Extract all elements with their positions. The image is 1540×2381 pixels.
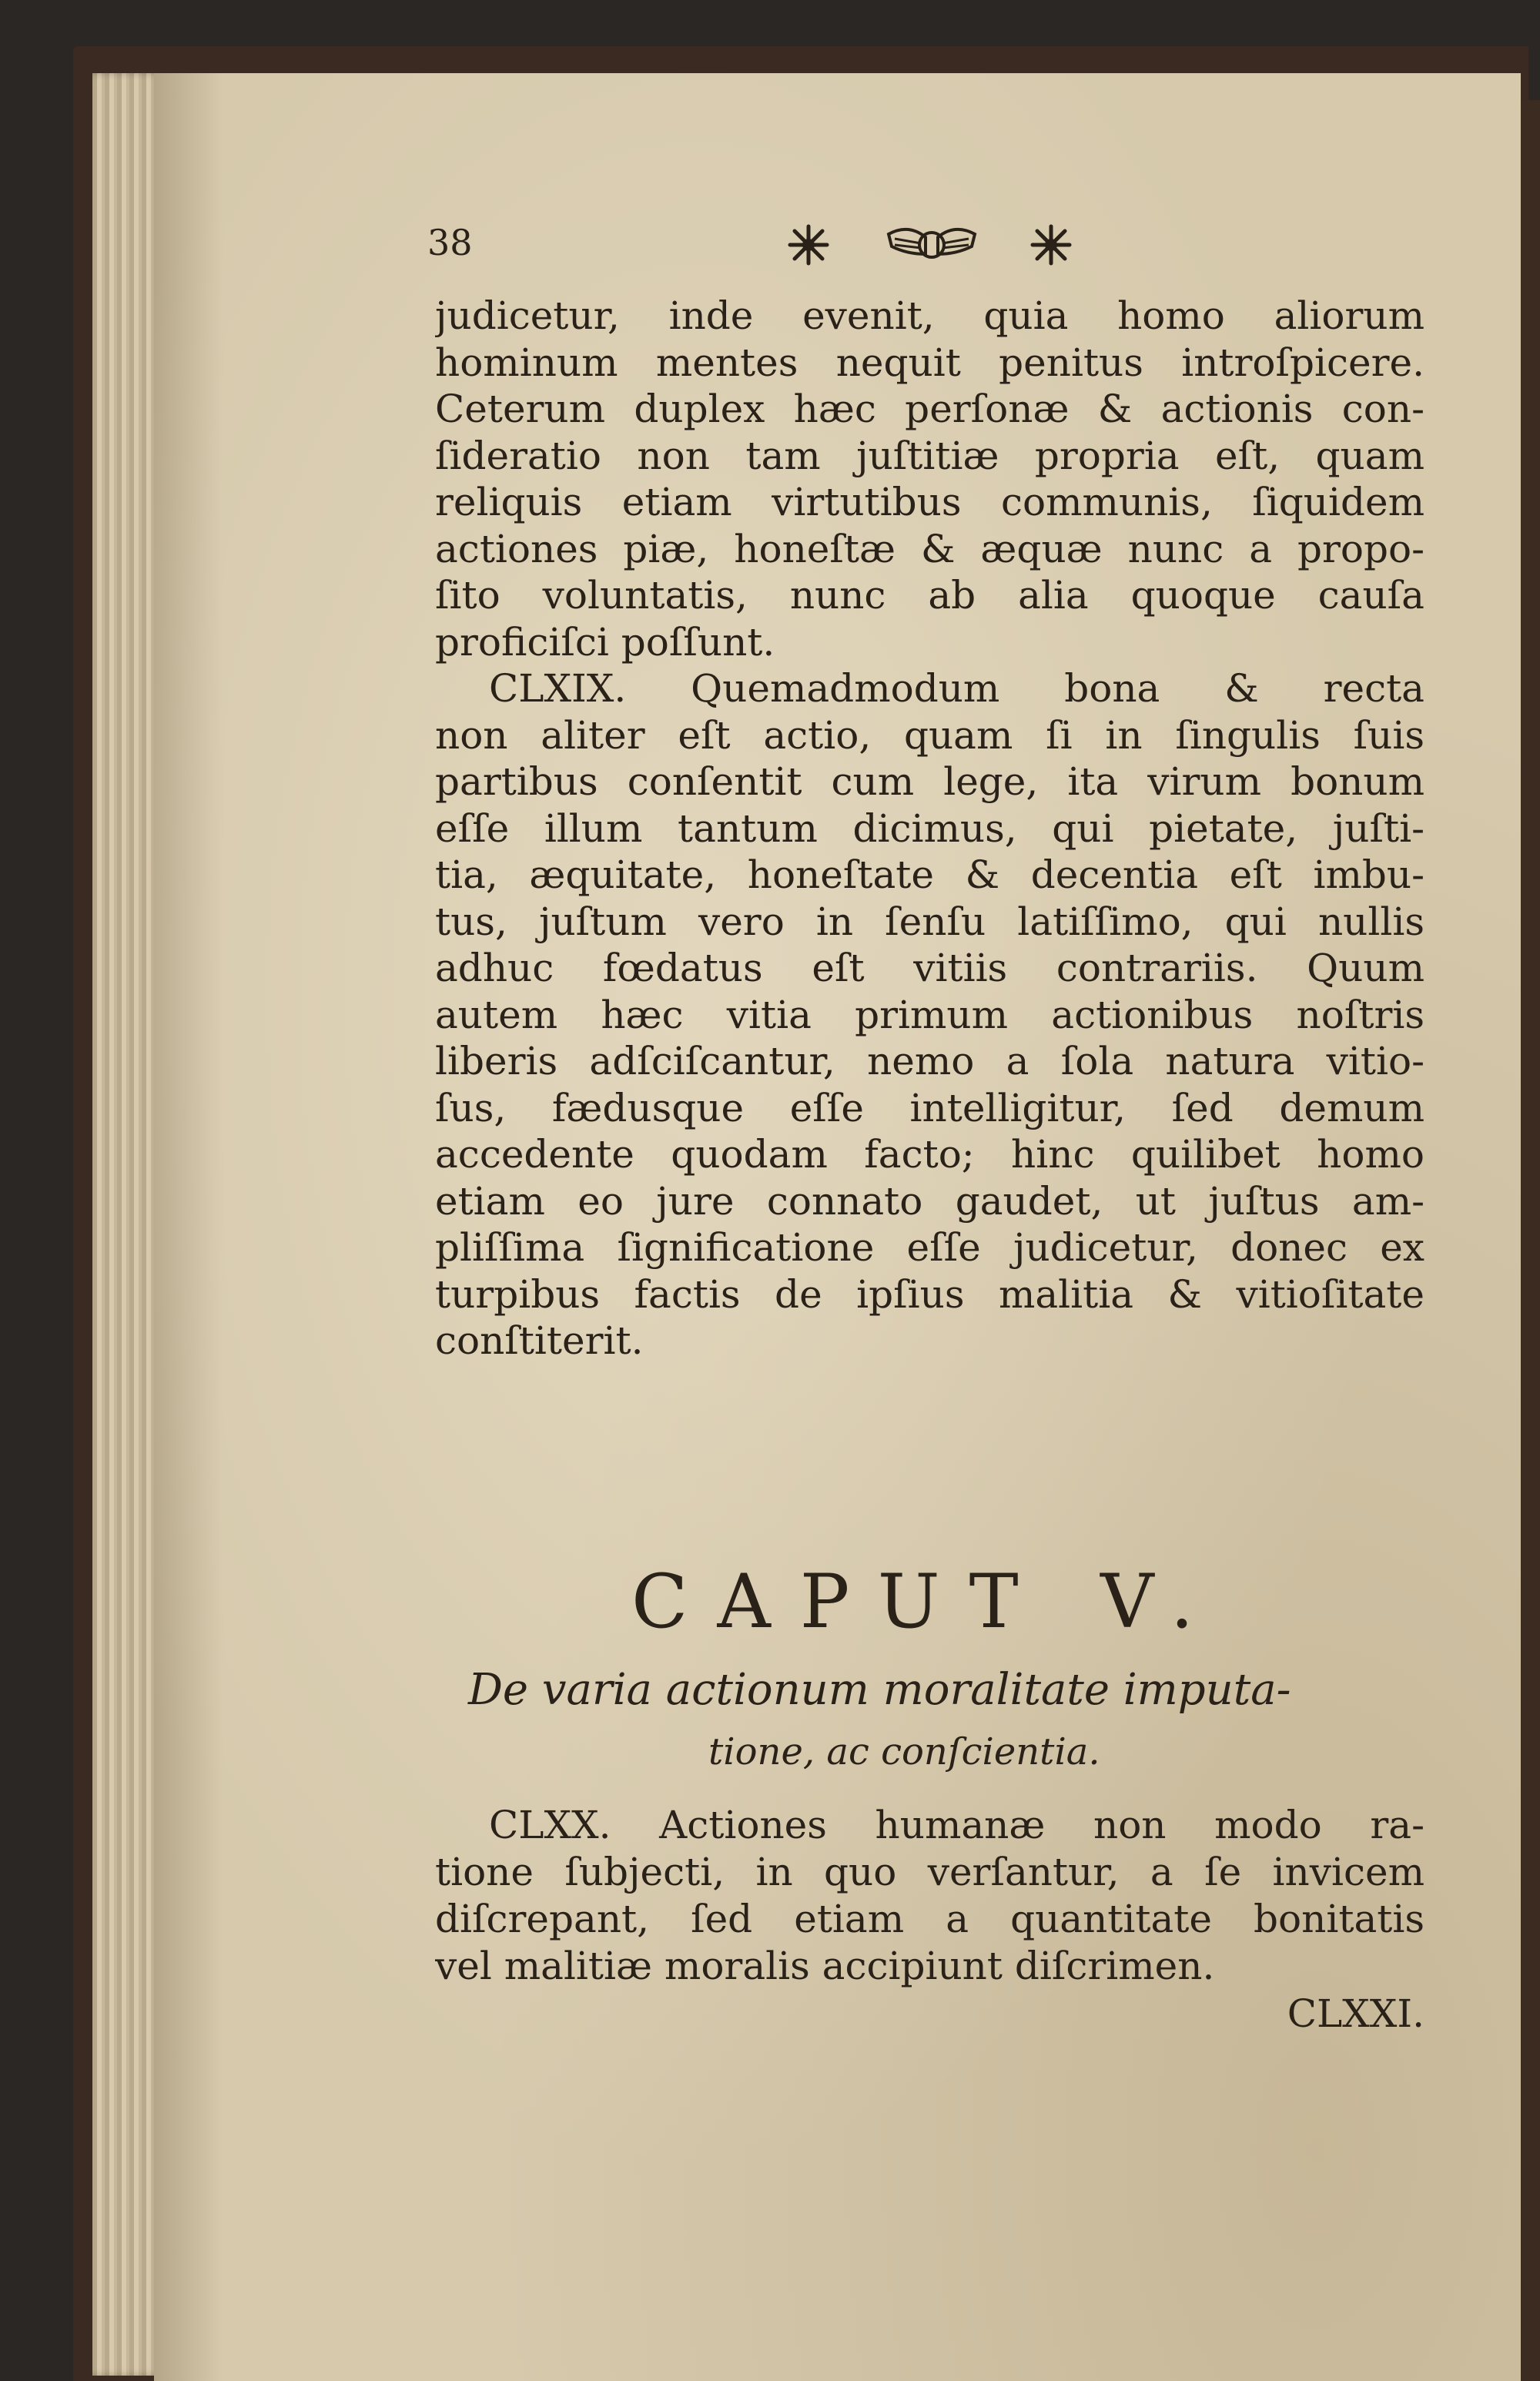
text-line: non aliter eſt actio, quam ſi in ſingulis ſuis [435,712,1424,758]
text-line: partibus conſentit cum lege, ita virum bonum [435,759,1424,804]
text-line: ſideratio non tam juſtitiæ propria eſt, quam [435,433,1424,478]
text-line: proficiſci poſſunt. [435,619,775,665]
text-line: judicetur, inde evenit, quia homo aliorum [435,293,1424,338]
text-line: adhuc fœdatus eſt vitiis contrariis. Quum [435,946,1424,990]
text-line: reliquis etiam virtutibus communis, ſiquidem [435,480,1424,524]
text-line: eſſe illum tantum dicimus, qui pietate, juſti- [435,805,1424,851]
text-line: ſus, fædusque eſſe intelligitur, ſed demum [435,1085,1424,1130]
text-line: liberis adſciſcantur, nemo a ſola natura vitio- [435,1039,1424,1083]
text-line: tia, æquitate, honeſtate & decentia eſt imbu- [435,852,1424,897]
text-line: vel malitiæ moralis accipiunt diſcrimen. [435,1944,1215,1988]
text-line: etiam eo jure connato gaudet, ut juſtus am- [435,1178,1424,1224]
text-line: autem hæc vitia primum actionibus noſtris [435,992,1424,1037]
body-text-after-heading [435,1802,1424,1990]
text-line: hominum mentes nequit penitus introſpicere. [435,340,1424,385]
rosette-icon [1028,223,1074,266]
text-line: turpibus factis de ipſius malitia & vitioſitate [435,1271,1424,1317]
text-line: accedente quodam facto; hinc quilibet homo [435,1132,1424,1177]
body-text [435,293,1424,1365]
catchword: CLXXI. [1287,1991,1424,2036]
paragraph-start-line: CLXIX. Quemadmodum bona & recta [489,666,1424,711]
text-line: ſito voluntatis, nunc ab alia quoque cauſa [435,573,1424,618]
text-line: tus, juſtum vero in ſenſu latiſſimo, qui nullis [435,899,1424,944]
chapter-title: CAPUT V. [631,1559,1224,1645]
cherub-head-icon [886,223,978,266]
fore-edge [1521,100,1540,2381]
text-line: actiones piæ, honeſtæ & æquæ nunc a propo- [435,526,1424,571]
text-line: Ceterum duplex hæc perſonæ & actionis con- [435,387,1424,431]
page-number: 38 [427,222,473,263]
text-line: tione ſubjecti, in quo verſantur, a ſe invicem [435,1850,1424,1894]
rosette-icon [785,223,832,266]
text-line: conſtiterit. [435,1318,644,1363]
page-header [427,208,1428,277]
paragraph-start-line: CLXX. Actiones humanæ non modo ra- [489,1803,1424,1847]
chapter-subtitle-continued: tione, ac conſcientia. [708,1730,1100,1773]
text-line: pliſſima ſignificatione eſſe judicetur, donec ex [435,1225,1424,1270]
chapter-subtitle: De varia actionum moralitate imputa- [468,1665,1291,1715]
page-edges [92,73,162,2376]
text-line: diſcrepant, ſed etiam a quantitate bonitatis [435,1897,1424,1941]
